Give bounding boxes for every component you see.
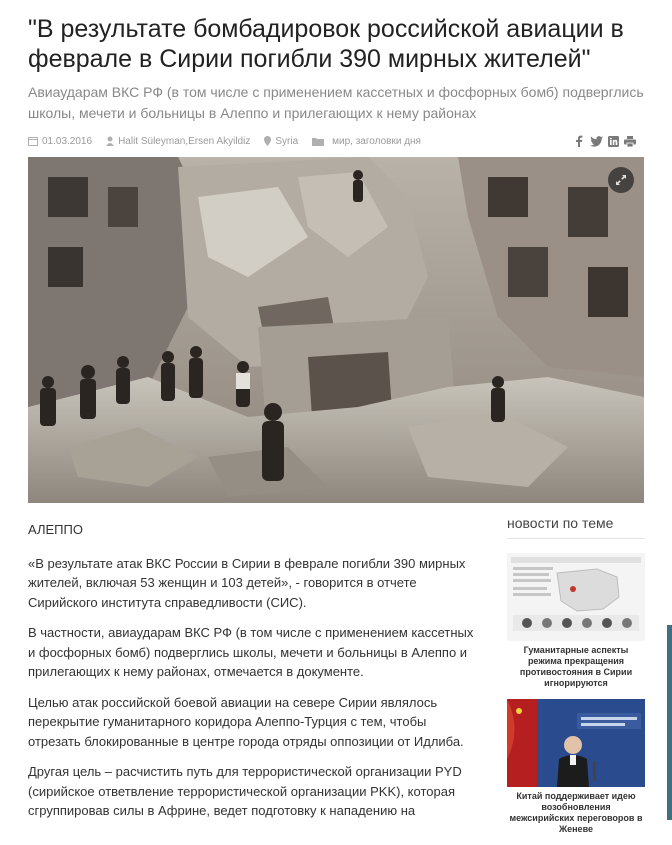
- meta-tags: [312, 136, 421, 147]
- press-conference-thumbnail: [507, 699, 645, 787]
- article-lead: Авиаударам ВКС РФ (в том числе с применением кассетных и фосфорных бомб) подверглись школы, мечети и больницы в Алеппо и прилегающих к нему районах: [28, 84, 644, 121]
- article-dateline: АЛЕППО: [28, 522, 83, 537]
- facebook-icon[interactable]: [573, 135, 585, 147]
- related-news-caption[interactable]: Гуманитарные аспекты режима прекращения противостояния в Сирии игнорируются: [519, 645, 633, 688]
- meta-author-text[interactable]: Halit Süleyman,Ersen Akyildiz: [118, 135, 251, 147]
- article-body: [28, 520, 478, 832]
- article-paragraph: Целью атак российской боевой авиации на севере Сирии являлось перекрытие гуманитарного коридора Алеппо-Турция с тем, чтобы отрезать блокированные в центре города отряды оппозиции от Идлиба.: [28, 694, 464, 749]
- meta-date: [28, 136, 92, 147]
- article-paragraph: «В результате атак ВКС России в Сирии в феврале погибли 390 мирных жителей, включая 53 женщин и 103 детей», - говорится в отчете Сирийского института справедливости (СИС).: [28, 555, 466, 610]
- map-pin-icon: [264, 136, 271, 146]
- meta-location: [264, 136, 298, 147]
- calendar-icon: [28, 136, 38, 146]
- user-icon: [106, 136, 114, 146]
- related-news-caption[interactable]: Китай поддерживает идею возобновления межсирийских переговоров в Женеве: [509, 791, 643, 834]
- article-title: "В результате бомбадировок российской авиации в феврале в Сирии погибли 390 мирных жителей": [28, 15, 624, 73]
- article-paragraph: Другая цель – расчистить путь для террористической организации PYD (сирийское ответвление террористической организации PKK), которая сгруппировав силы в Африне, ведет подготовку к нападению на: [28, 764, 462, 818]
- expand-button[interactable]: [608, 167, 634, 193]
- folder-icon: [312, 137, 324, 146]
- article-meta: [28, 132, 648, 150]
- meta-tags-text[interactable]: мир, заголовки дня: [332, 135, 421, 147]
- meta-author: [106, 136, 250, 147]
- infographic-thumbnail: [507, 553, 645, 641]
- print-icon[interactable]: [624, 135, 636, 147]
- side-accent-bar: [667, 625, 672, 820]
- related-news-heading: новости по теме: [507, 515, 645, 539]
- expand-icon: [616, 175, 626, 185]
- related-news-item[interactable]: [507, 553, 645, 689]
- destroyed-buildings-photo: [28, 157, 644, 503]
- meta-location-text[interactable]: Syria: [275, 135, 299, 147]
- meta-date-text: 01.03.2016: [42, 135, 93, 147]
- linkedin-icon[interactable]: [607, 135, 619, 147]
- share-bar: [573, 135, 636, 147]
- twitter-icon[interactable]: [590, 135, 602, 147]
- hero-image: [28, 157, 644, 503]
- related-news-item[interactable]: [507, 699, 645, 835]
- related-news-sidebar: [507, 515, 645, 845]
- article-paragraph: В частности, авиаударам ВКС РФ (в том числе с применением кассетных и фосфорных бомб) подверглись школы, мечети и больницы в Алеппо и прилегающих к нему районах, отмечается в документе.: [28, 625, 474, 679]
